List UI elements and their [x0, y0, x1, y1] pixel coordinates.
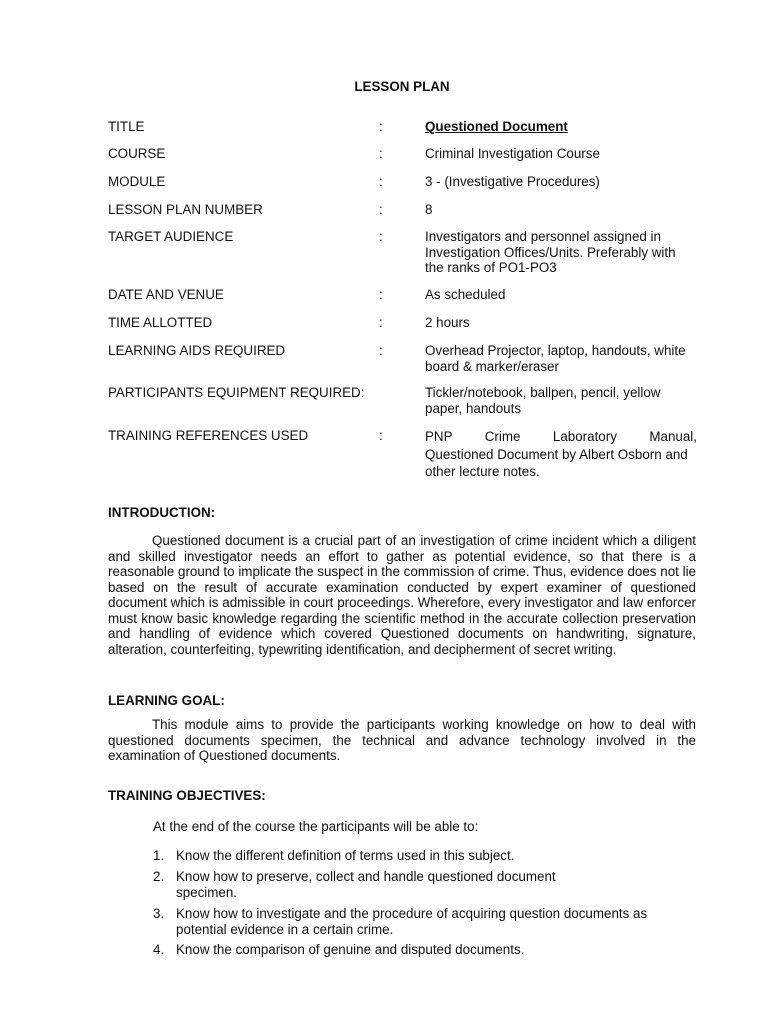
meta-colon-course: :: [379, 146, 383, 161]
list-item-number: 1.: [153, 848, 165, 863]
list-item-text: Know how to preserve, collect and handle questioned document specimen.: [176, 869, 556, 900]
meta-colon-module: :: [379, 174, 383, 189]
introduction-paragraph: [108, 533, 696, 657]
meta-label-date-and-venue: DATE AND VENUE: [108, 287, 224, 302]
list-item: [153, 869, 608, 900]
list-item-number: 2.: [153, 869, 165, 884]
meta-value-title: Questioned Document: [425, 119, 568, 134]
training-objectives-intro: At the end of the course the participants will be able to:: [153, 819, 479, 834]
list-item-text: Know how to investigate and the procedure of acquiring question documents as potential evidence in a certain crime.: [176, 906, 648, 937]
training-objectives-heading: TRAINING OBJECTIVES:: [108, 788, 266, 803]
meta-colon-training-references: :: [379, 428, 383, 443]
introduction-heading: INTRODUCTION:: [108, 505, 216, 520]
list-item-text: Know the comparison of genuine and disputed documents.: [176, 942, 525, 957]
meta-colon-date-and-venue: :: [379, 287, 383, 302]
meta-value-time-allotted: 2 hours: [425, 315, 470, 330]
meta-label-module: MODULE: [108, 174, 166, 189]
meta-value-training-references: [425, 428, 697, 481]
page-title: LESSON PLAN: [354, 79, 450, 94]
meta-label-lesson-plan-number: LESSON PLAN NUMBER: [108, 202, 263, 217]
meta-value-module: 3 - (Investigative Procedures): [425, 174, 600, 189]
list-item: [153, 848, 698, 864]
meta-value-learning-aids: Overhead Projector, laptop, handouts, white board & marker/eraser: [425, 343, 686, 374]
learning-goal-heading: LEARNING GOAL:: [108, 693, 225, 708]
meta-value-lesson-plan-number: 8: [425, 202, 433, 217]
meta-label-title: TITLE: [108, 119, 145, 134]
meta-label-target-audience: TARGET AUDIENCE: [108, 229, 234, 244]
list-item-number: 4.: [153, 942, 165, 957]
meta-value-participants-equipment: Tickler/notebook, ballpen, pencil, yellow paper, handouts: [425, 385, 661, 416]
meta-colon-target-audience: :: [379, 229, 383, 244]
list-item-text: Know the different definition of terms used in this subject.: [176, 848, 515, 863]
meta-colon-title: :: [379, 119, 383, 134]
meta-label-course: COURSE: [108, 146, 166, 161]
meta-label-participants-equipment: PARTICIPANTS EQUIPMENT REQUIRED:: [108, 385, 365, 400]
meta-colon-lesson-plan-number: :: [379, 202, 383, 217]
meta-label-training-references: TRAINING REFERENCES USED: [108, 428, 309, 443]
list-item: [153, 906, 698, 937]
meta-label-learning-aids: LEARNING AIDS REQUIRED: [108, 343, 286, 358]
list-item: [153, 942, 698, 958]
learning-goal-paragraph: [108, 717, 696, 764]
list-item-number: 3.: [153, 906, 165, 921]
meta-value-date-and-venue: As scheduled: [425, 287, 506, 302]
introduction-text: Questioned document is a crucial part of an investigation of crime incident which a diligent and skilled investigator needs an effort to gather as potential evidence, so that there is a reasonable ground to implicate the suspect in the commission of crime. Thus, evidence does not lie based on the result of accurate examination conducted by expert examiner of questioned document which is admissible in court proceedings. Wherefore, every investigator and law enforcer must know basic knowledge regarding the scientific method in the accurate collection preservation and handling of evidence which covered Questioned documents on handwriting, signature, alteration, counterfeiting, typewriting identification, and decipherment of secret writing.: [108, 533, 696, 657]
training-references-rest: Questioned Document by Albert Osborn and other lecture notes.: [425, 446, 688, 479]
meta-value-target-audience: Investigators and personnel assigned in Investigation Offices/Units. Preferably with the ranks of PO1-PO3: [425, 229, 676, 275]
meta-colon-learning-aids: :: [379, 343, 383, 358]
meta-colon-time-allotted: :: [379, 315, 383, 330]
meta-label-time-allotted: TIME ALLOTTED: [108, 315, 213, 330]
training-references-line1: PNP Crime Laboratory Manual,: [425, 429, 697, 444]
learning-goal-text: This module aims to provide the participants working knowledge on how to deal with questioned documents specimen, the technical and advance technology involved in the examination of Questioned documents.: [108, 717, 696, 763]
meta-value-course: Criminal Investigation Course: [425, 146, 600, 161]
